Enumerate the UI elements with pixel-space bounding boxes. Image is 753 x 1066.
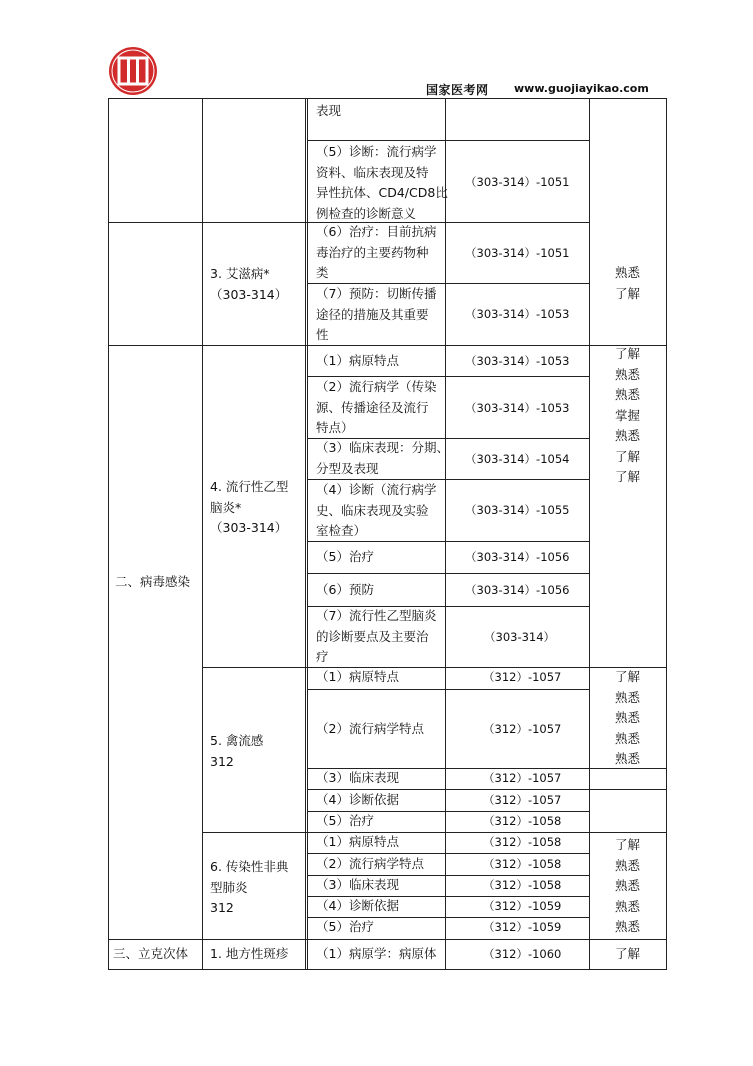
- disease-jbe: 4. 流行性乙型 脑炎* （303-314）: [210, 479, 289, 535]
- item-text: （5）诊断：流行病学 资料、临床表现及特 异性抗体、CD4/CD8比 例检查的诊断意义: [316, 144, 448, 221]
- header-divider: [108, 98, 667, 99]
- level-typhus: 了解: [615, 946, 641, 961]
- code-text: （303-314）: [484, 630, 556, 644]
- level-sars: 了解 熟悉 熟悉 熟悉 熟悉: [615, 837, 641, 934]
- item-text: （1）病原学：病原体: [316, 946, 437, 961]
- item-text: （7）预防：切断传播 途径的措施及其重要 性: [316, 286, 437, 342]
- code-text: （312）-1058: [483, 857, 562, 871]
- code-text: （312）-1057: [483, 771, 562, 785]
- site-logo: [108, 46, 158, 96]
- level-jbe: 了解 熟悉 熟悉 掌握 熟悉 了解 了解: [615, 346, 641, 484]
- code-text: （303-314）-1054: [465, 452, 570, 466]
- item-text: （5）治疗: [316, 549, 374, 564]
- item-text: （1）病原特点: [316, 669, 399, 684]
- item-text: （4）诊断依据: [316, 792, 399, 807]
- code-text: （303-314）-1056: [465, 583, 570, 597]
- item-text: 表现: [316, 103, 342, 118]
- item-text: （3）临床表现: [316, 770, 399, 785]
- item-text: （6）治疗：目前抗病 毒治疗的主要药物种 类: [316, 224, 437, 280]
- item-text: （4）诊断（流行病学 史、临床表现及实验 室检查）: [316, 482, 437, 538]
- code-text: （312）-1060: [483, 947, 562, 961]
- item-text: （3）临床表现: [316, 877, 399, 892]
- item-text: （1）病原特点: [316, 353, 399, 368]
- disease-avian-flu: 5. 禽流感 312: [210, 733, 264, 769]
- code-text: （303-314）-1053: [465, 307, 570, 321]
- item-text: （3）临床表现：分期、 分型及表现: [316, 440, 449, 476]
- level-avian-flu: 了解 熟悉 熟悉 熟悉 熟悉: [615, 669, 641, 766]
- item-text: （1）病原特点: [316, 834, 399, 849]
- code-text: （303-314）-1053: [465, 354, 570, 368]
- header-site-name: 国家医考网: [426, 83, 489, 97]
- code-text: （303-314）-1051: [465, 175, 570, 189]
- disease-typhus: 1. 地方性斑疹: [210, 946, 289, 961]
- code-text: （312）-1058: [483, 814, 562, 828]
- item-text: （2）流行病学特点: [316, 856, 424, 871]
- code-text: （303-314）-1056: [465, 550, 570, 564]
- disease-sars: 6. 传染性非典 型肺炎 312: [210, 859, 289, 915]
- code-text: （303-314）-1051: [465, 246, 570, 260]
- category-rickettsia: 三、立克次体: [113, 946, 189, 961]
- code-text: （312）-1059: [483, 920, 562, 934]
- code-text: （312）-1057: [483, 722, 562, 736]
- item-text: （6）预防: [316, 582, 374, 597]
- disease-aids: 3. 艾滋病* （303-314）: [210, 266, 288, 302]
- item-text: （5）治疗: [316, 919, 374, 934]
- item-text: （7）流行性乙型脑炎 的诊断要点及主要治 疗: [316, 608, 437, 664]
- item-text: （2）流行病学（传染 源、传播途径及流行 特点）: [316, 379, 437, 435]
- category-viral: 二、病毒感染: [115, 574, 191, 589]
- level-aids: 熟悉 了解: [615, 265, 641, 301]
- code-text: （303-314）-1053: [465, 401, 570, 415]
- code-text: （303-314）-1055: [465, 503, 570, 517]
- item-text: （2）流行病学特点: [316, 721, 424, 736]
- item-text: （5）治疗: [316, 813, 374, 828]
- code-text: （312）-1058: [483, 835, 562, 849]
- item-text: （4）诊断依据: [316, 898, 399, 913]
- code-text: （312）-1057: [483, 670, 562, 684]
- header-url[interactable]: www.guojiayikao.com: [514, 82, 649, 95]
- code-text: （312）-1057: [483, 793, 562, 807]
- code-text: （312）-1058: [483, 878, 562, 892]
- code-text: （312）-1059: [483, 899, 562, 913]
